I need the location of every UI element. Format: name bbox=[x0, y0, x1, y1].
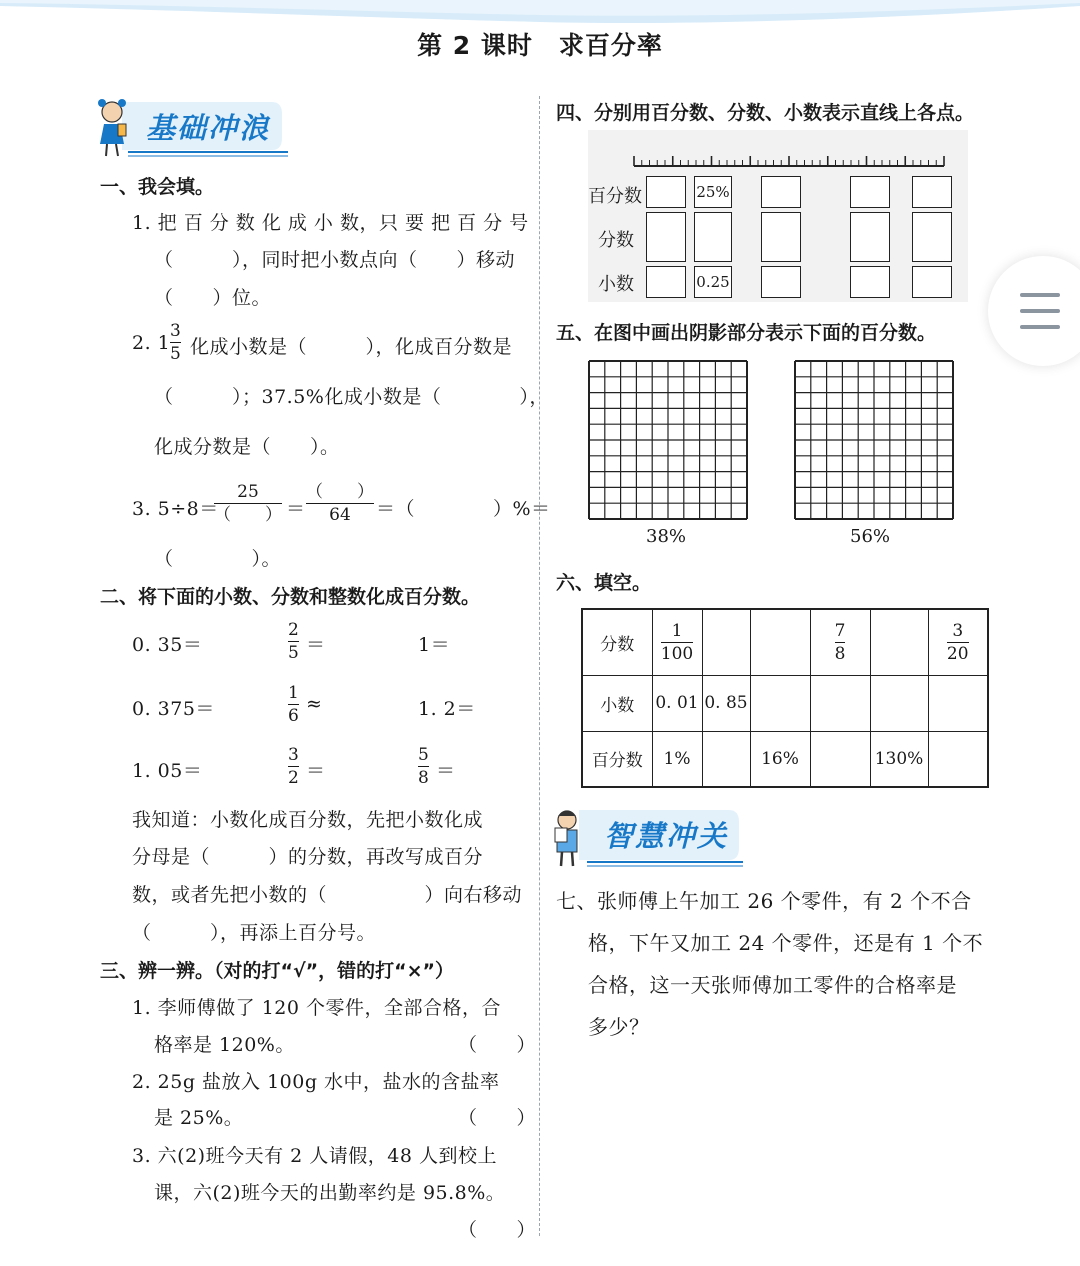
fraction-denominator: 20 bbox=[946, 643, 969, 664]
number-line-answer-box: 25% bbox=[694, 176, 732, 208]
floating-menu-button[interactable] bbox=[988, 256, 1080, 366]
fraction-bar bbox=[418, 766, 429, 767]
table-cell bbox=[750, 609, 810, 675]
fill-table bbox=[581, 608, 989, 788]
fraction-denominator: 8 bbox=[418, 768, 429, 788]
s2-item: 0. 35＝ bbox=[132, 634, 203, 656]
fraction-3-2 bbox=[288, 745, 299, 788]
table-cell bbox=[702, 609, 750, 675]
fraction-numerator: 1 bbox=[288, 683, 299, 703]
s3-q2-line: 是 25%。 bbox=[154, 1107, 244, 1129]
s2-op: ＝ bbox=[436, 760, 456, 782]
fraction-5-8 bbox=[418, 745, 429, 788]
fraction-bar bbox=[947, 642, 969, 643]
page-title: 第 2 课时 求百分率 bbox=[417, 31, 663, 60]
fraction-1-100 bbox=[661, 621, 693, 664]
answer-paren: （ ） bbox=[458, 1107, 537, 1129]
section-4-heading: 四、分别用百分数、分数、小数表示直线上各点。 bbox=[556, 102, 975, 124]
number-line-answer-box bbox=[646, 266, 686, 298]
fraction-denominator: 8 bbox=[834, 643, 846, 664]
s2-note-line: 我知道：小数化成百分数，先把小数化成 bbox=[132, 809, 484, 831]
fraction-denominator: 2 bbox=[288, 768, 299, 788]
s3-q3-line: 3. 六(2)班今天有 2 人请假，48 人到校上 bbox=[132, 1145, 497, 1167]
section-2-heading: 二、将下面的小数、分数和整数化成百分数。 bbox=[100, 586, 481, 608]
table-cell bbox=[928, 609, 988, 675]
table-cell bbox=[928, 731, 988, 787]
fraction-denominator: （ ） bbox=[214, 505, 282, 525]
s1-q1-line: 1. 把 百 分 数 化 成 小 数，只 要 把 百 分 号 bbox=[132, 212, 529, 234]
s1-q3-prefix: 3. 5÷8＝ bbox=[132, 498, 219, 520]
table-cell bbox=[928, 675, 988, 731]
table-cell bbox=[810, 731, 870, 787]
number-line-answer-box bbox=[646, 176, 686, 208]
answer-paren: （ ） bbox=[458, 1034, 537, 1056]
table-row-label: 分数 bbox=[582, 609, 652, 675]
table-row-decimal bbox=[582, 675, 988, 731]
grid-label: 56% bbox=[850, 526, 891, 547]
fraction-bar bbox=[835, 642, 846, 643]
number-line-answer-box bbox=[761, 212, 801, 262]
s7-line: 合格，这一天张师傅加工零件的合格率是 bbox=[588, 973, 957, 997]
section-3-heading: 三、辨一辨。（对的打“√”，错的打“×”） bbox=[100, 960, 455, 982]
fraction-numerator: 7 bbox=[834, 620, 846, 641]
s7-line: 格，下午又加工 24 个零件，还是有 1 个不 bbox=[588, 931, 984, 955]
s2-op: ＝ bbox=[306, 634, 326, 656]
s2-note-line: （ ），再添上百分号。 bbox=[132, 922, 377, 944]
fraction-denominator: 5 bbox=[170, 344, 181, 364]
s1-q1-line: （ ）位。 bbox=[154, 287, 272, 309]
nl-row-label: 小数 bbox=[598, 274, 634, 295]
fraction-numerator: 2 bbox=[288, 620, 299, 640]
fraction-numerator: 3 bbox=[288, 745, 299, 765]
fraction-numerator: 5 bbox=[418, 745, 429, 765]
s1-q2-line: （ ）；37.5%化成小数是（ ）， bbox=[154, 386, 549, 408]
table-cell bbox=[870, 609, 928, 675]
table-row-label: 小数 bbox=[582, 675, 652, 731]
fraction-3-20 bbox=[947, 621, 969, 664]
fraction-numerator: 3 bbox=[170, 321, 181, 341]
fraction-denominator: 100 bbox=[660, 643, 694, 664]
section-5-heading: 五、在图中画出阴影部分表示下面的百分数。 bbox=[556, 322, 937, 344]
fraction-bar bbox=[288, 641, 299, 642]
equals-sign: ＝ bbox=[286, 498, 306, 520]
s2-item: 1. 2＝ bbox=[418, 698, 476, 720]
number-line-answer-box bbox=[850, 266, 890, 298]
fraction-7-8 bbox=[835, 621, 846, 664]
grid-100-right bbox=[794, 360, 954, 520]
table-cell bbox=[652, 609, 702, 675]
s1-q2-prefix: 2. 1 bbox=[132, 332, 171, 354]
table-row-label: 百分数 bbox=[582, 731, 652, 787]
table-cell: 0. 01 bbox=[652, 675, 702, 731]
fraction-bar bbox=[306, 503, 374, 504]
table-cell bbox=[870, 675, 928, 731]
column-divider bbox=[539, 96, 540, 1236]
s3-q1-line: 格率是 120%。 bbox=[154, 1034, 295, 1056]
answer-paren: （ ） bbox=[458, 1219, 537, 1241]
nl-row-label: 百分数 bbox=[588, 186, 642, 207]
s2-op: ＝ bbox=[306, 760, 326, 782]
s2-note-line: 分母是（ ）的分数，再改写成百分 bbox=[132, 846, 484, 868]
fraction-bar bbox=[170, 342, 181, 343]
section-badge-basic: 基础冲浪 bbox=[146, 111, 271, 145]
number-line-answer-box bbox=[912, 266, 952, 298]
section-badge-wisdom: 智慧冲关 bbox=[604, 819, 729, 853]
table-row-fraction bbox=[582, 609, 988, 675]
s2-note-line: 数，或者先把小数的（ ）向右移动 bbox=[132, 884, 523, 906]
number-line-answer-box bbox=[850, 212, 890, 262]
s3-q3-line: 课，六(2)班今天的出勤率约是 95.8%。 bbox=[154, 1182, 506, 1204]
s1-q2-line: 化成分数是（ ）。 bbox=[154, 436, 340, 458]
table-cell: 130% bbox=[870, 731, 928, 787]
table-cell: 0. 85 bbox=[702, 675, 750, 731]
number-line-answer-box bbox=[850, 176, 890, 208]
number-line-answer-box bbox=[912, 212, 952, 262]
s7-line: 七、张师傅上午加工 26 个零件，有 2 个不合 bbox=[556, 889, 972, 913]
number-line-answer-box: 0.25 bbox=[694, 266, 732, 298]
fraction-2-5 bbox=[288, 620, 299, 663]
table-cell bbox=[750, 675, 810, 731]
fraction-bar bbox=[661, 642, 693, 643]
s2-item: 1＝ bbox=[418, 634, 451, 656]
fraction-3-5 bbox=[170, 321, 181, 364]
fraction-denominator: 5 bbox=[288, 643, 299, 663]
menu-line bbox=[1020, 293, 1060, 297]
fraction-numerator: 3 bbox=[952, 620, 964, 641]
menu-line bbox=[1020, 309, 1060, 313]
table-cell: 16% bbox=[750, 731, 810, 787]
fraction-1-6 bbox=[288, 683, 299, 726]
menu-line bbox=[1020, 325, 1060, 329]
fraction-denominator: 6 bbox=[288, 706, 299, 726]
fraction-bar bbox=[288, 766, 299, 767]
fraction-bar bbox=[288, 704, 299, 705]
s2-item: 1. 05＝ bbox=[132, 760, 203, 782]
table-cell bbox=[810, 675, 870, 731]
s1-q1-line: （ ），同时把小数点向（ ）移动 bbox=[154, 249, 516, 271]
table-cell bbox=[702, 731, 750, 787]
s1-q2-line: 化成小数是（ ），化成百分数是 bbox=[190, 336, 513, 358]
fraction-25-blank bbox=[214, 482, 282, 525]
grid-100-left bbox=[588, 360, 748, 520]
table-row-percent bbox=[582, 731, 988, 787]
fraction-numerator: （ ） bbox=[306, 482, 374, 502]
section-6-heading: 六、填空。 bbox=[556, 572, 652, 594]
fraction-blank-64 bbox=[306, 482, 374, 525]
fraction-denominator: 64 bbox=[329, 505, 351, 525]
s7-line: 多少？ bbox=[588, 1015, 650, 1039]
number-line-answer-box bbox=[761, 266, 801, 298]
number-line-answer-box bbox=[694, 212, 732, 262]
s2-op: ≈ bbox=[306, 693, 323, 715]
table-cell bbox=[810, 609, 870, 675]
section-1-heading: 一、我会填。 bbox=[100, 176, 215, 198]
s1-q3-line: （ ）。 bbox=[154, 548, 282, 570]
s1-q3-tail: ＝（ ）%＝ bbox=[376, 498, 551, 520]
grid-label: 38% bbox=[646, 526, 687, 547]
number-line-answer-box bbox=[646, 212, 686, 262]
fraction-numerator: 1 bbox=[671, 620, 683, 641]
fraction-numerator: 25 bbox=[237, 482, 259, 502]
number-line-answer-box bbox=[912, 176, 952, 208]
s3-q1-line: 1. 李师傅做了 120 个零件，全部合格，合 bbox=[132, 997, 502, 1019]
nl-row-label: 分数 bbox=[598, 230, 634, 251]
s3-q2-line: 2. 25g 盐放入 100g 水中，盐水的含盐率 bbox=[132, 1071, 500, 1093]
s2-item: 0. 375＝ bbox=[132, 698, 215, 720]
table-cell: 1% bbox=[652, 731, 702, 787]
number-line-answer-box bbox=[761, 176, 801, 208]
fraction-bar bbox=[214, 503, 282, 504]
